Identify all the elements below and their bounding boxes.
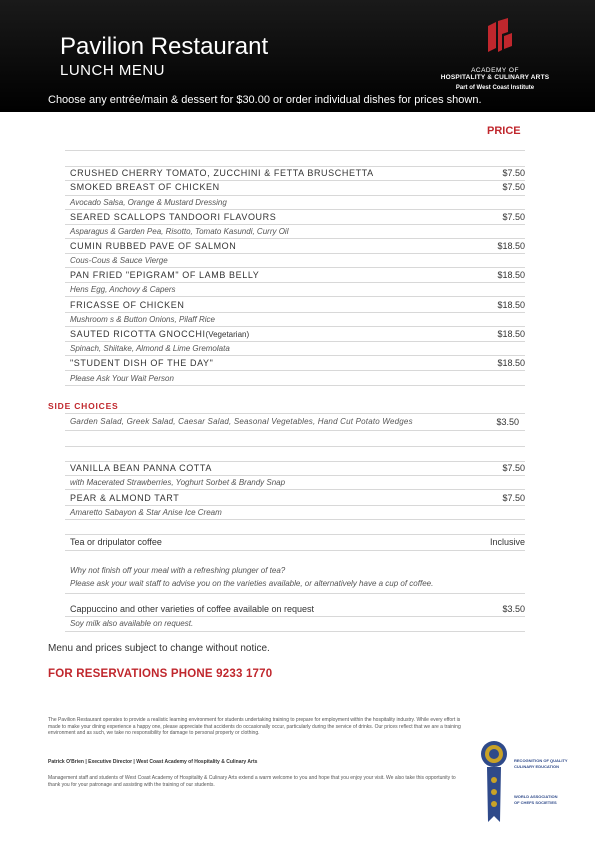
badge-line-4: OF CHEFS SOCIETIES [514,800,557,805]
cappuccino-name: Cappuccino and other varieties of coffee available on request [70,604,314,614]
menu-item-name: CRUSHED CHERRY TOMATO, ZUCCHINI & FETTA BRUSCHETTA [70,168,374,178]
divider [65,430,525,431]
divider [65,505,525,506]
menu-item-price: $7.50 [502,182,525,192]
divider [65,150,525,151]
divider [65,475,525,476]
divider [65,616,525,617]
divider [65,326,525,327]
disclaimer-text: The Pavilion Restaurant operates to provide a realistic learning environment for students undertaking training to prepare for employment within the hospitality industry. While every effort is made to make your dining experience a happy one, please appreciate that accidents do occasionally occur, particularly during the service of drinks. Our prices reflect that we are a training environment and as such, we take no responsibility for damage to personal property or clothing. [48,717,461,736]
menu-item-name: CUMIN RUBBED PAVE OF SALMON [70,241,237,251]
divider [65,489,525,490]
divider [65,413,525,414]
divider [65,267,525,268]
divider [65,385,525,386]
change-notice: Menu and prices subject to change without notice. [48,643,270,654]
divider [65,296,525,297]
logo-line-3: Part of West Coast Institute [455,85,535,91]
side-choices-text: Garden Salad, Greek Salad, Caesar Salad, Seasonal Vegetables, Hand Cut Potato Wedges [70,417,413,426]
header-banner [0,0,595,112]
menu-item-name: "STUDENT DISH OF THE DAY" [70,358,214,368]
menu-item-description: Cous-Cous & Sauce Vierge [70,256,168,265]
divider [65,253,525,254]
divider [65,195,525,196]
dessert-price: $7.50 [502,493,525,503]
menu-item-price: $18.50 [497,358,525,368]
divider [65,355,525,356]
divider [65,519,525,520]
menu-item-description: Asparagus & Garden Pea, Risotto, Tomato Kasundi, Curry Oil [70,227,289,236]
logo-line-2: HOSPITALITY & CULINARY ARTS [440,74,550,81]
restaurant-title: Pavilion Restaurant [60,33,269,60]
badge-line-2: CULINARY EDUCATION [514,764,560,769]
dessert-name: VANILLA BEAN PANNA COTTA [70,463,212,473]
menu-item-description: Spinach, Shiitake, Almond & Lime Gremolata [70,344,230,353]
side-choices-price: $3.50 [496,417,519,427]
menu-item-name: PAN FRIED "EPIGRAM" OF LAMB BELLY [70,270,260,280]
divider [65,631,525,632]
menu-item-description: Please Ask Your Wait Person [70,374,174,383]
badge-line-3: WORLD ASSOCIATION [514,794,558,799]
badge-line-1: RECOGNITION OF QUALITY [514,758,568,763]
reservations-phone: FOR RESERVATIONS PHONE 9233 1770 [48,668,273,680]
menu-item-name: SEARED SCALLOPS TANDOORI FLAVOURS [70,212,277,222]
menu-item-description: Avocado Salsa, Orange & Mustard Dressing [70,198,227,207]
divider [65,370,525,371]
menu-item-price: $18.50 [497,300,525,310]
menu-item-name-text: SAUTED RICOTTA GNOCCHI [70,329,206,339]
welcome-text: Management staff and students of West Coast Academy of Hospitality & Culinary Arts extend a warm welcome to you and hope that you enjoy your visit. We also take this opportunity to thank you for your patronage and assisting with the training of our students. [48,775,456,788]
divider [65,282,525,283]
cappuccino-price: $3.50 [502,604,525,614]
dessert-description: Amaretto Sabayon & Star Anise Ice Cream [70,508,222,517]
menu-item-name: FRICASSE OF CHICKEN [70,300,185,310]
coffee-note-1: Why not finish off your meal with a refreshing plunger of tea? [70,566,286,575]
divider [65,312,525,313]
divider [65,209,525,210]
dessert-price: $7.50 [502,463,525,473]
menu-item-name: SMOKED BREAST OF CHICKEN [70,182,220,192]
divider [65,224,525,225]
price-column-header: PRICE [487,125,521,137]
coffee-note-2: Please ask your wait staff to advise you on the varieties available, or alternatively have a cup of coffee. [70,579,434,588]
dessert-description: with Macerated Strawberries, Yoghurt Sorbet & Brandy Snap [70,478,286,487]
dessert-name: PEAR & ALMOND TART [70,493,180,503]
menu-subtitle: LUNCH MENU [60,62,166,79]
menu-item-name [70,328,249,341]
director-text: Patrick O'Brien | Executive Director | West Coast Academy of Hospitality & Culinary Arts [48,759,258,765]
menu-item-price: $18.50 [497,270,525,280]
divider [65,238,525,239]
coffee-price: Inclusive [489,537,525,547]
academy-logo-icon [482,18,514,58]
quality-badge-icon [478,740,510,826]
menu-item-price: $7.50 [502,212,525,222]
divider [65,534,525,535]
intro-text: Choose any entrée/main & dessert for $30.00 or order individual dishes for prices shown. [48,94,482,106]
menu-item-price: $18.50 [497,241,525,251]
menu-item-price: $18.50 [497,329,525,339]
divider [65,593,525,594]
vegetarian-tag: (Vegetarian) [205,330,250,339]
divider [65,550,525,551]
side-choices-heading: SIDE CHOICES [48,401,119,411]
logo-line-1: ACADEMY OF [471,67,519,74]
divider [65,341,525,342]
coffee-name: Tea or dripulator coffee [70,537,162,547]
divider [65,446,525,447]
menu-item-description: Mushroom s & Button Onions, Pilaff Rice [70,315,215,324]
menu-item-description: Hens Egg, Anchovy & Capers [70,285,176,294]
director-line [48,759,468,766]
menu-item-price: $7.50 [502,168,525,178]
cappuccino-note: Soy milk also available on request. [70,619,194,628]
